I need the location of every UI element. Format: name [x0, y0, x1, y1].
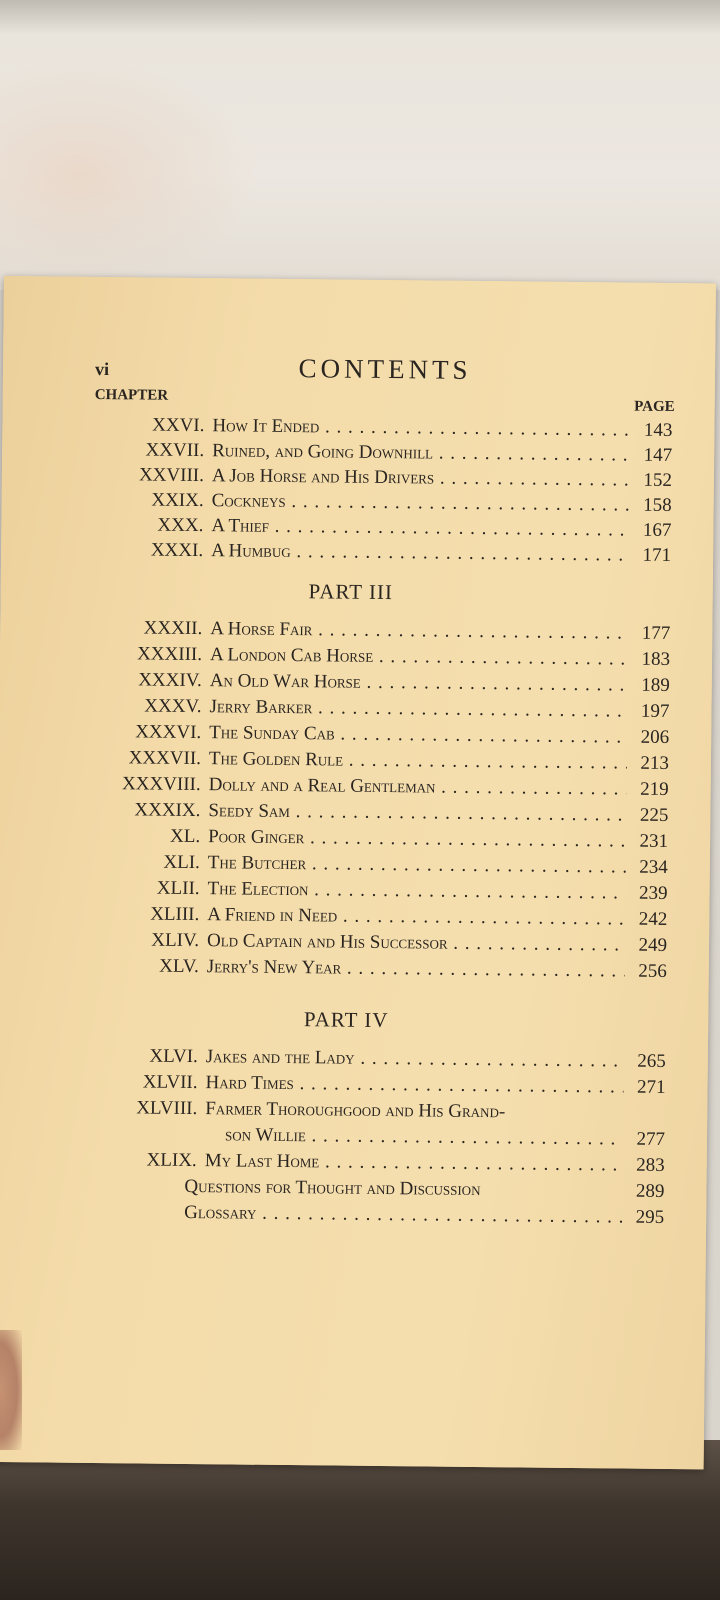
chapter-title-continuation: son Willie . . . — [225, 1122, 623, 1151]
page-number: 231 — [639, 830, 669, 852]
page-number: 249 — [638, 934, 668, 956]
chapter-title: Poor Ginger . . . — [208, 824, 626, 853]
chapter-number: XXXIX. — [134, 799, 201, 822]
chapter-title: How It Ended . . . — [212, 413, 630, 442]
chapter-title: Cockneys . . . — [212, 488, 630, 517]
page-number: 219 — [640, 778, 669, 800]
chapter-number: XLV. — [159, 955, 199, 978]
page-number: 206 — [640, 726, 670, 748]
chapter-title: A London Cab Horse . . . — [210, 642, 628, 671]
chapter-title: A Thief . . . — [211, 513, 629, 542]
page-number: 143 — [643, 419, 673, 442]
chapter-label: CHAPTER — [94, 386, 169, 404]
chapter-title: Ruined, and Going Downhill . . . — [212, 438, 630, 467]
chapter-number: XXXIV. — [138, 669, 202, 692]
chapter-title: A Job Horse and His Drivers . . . — [212, 463, 630, 492]
toc-entry — [31, 536, 671, 568]
chapter-number: XXVIII. — [138, 464, 205, 487]
page-number: 242 — [638, 908, 668, 930]
backmatter-title: Glossary . . . — [184, 1200, 622, 1230]
page-number: 158 — [643, 494, 672, 517]
background-glare — [0, 60, 260, 290]
chapter-title: My Last Home . . . — [205, 1148, 623, 1177]
page-number: 283 — [636, 1154, 665, 1176]
page-number: 171 — [642, 544, 672, 567]
chapter-number: XXXVIII. — [121, 773, 201, 796]
part-heading: PART III — [308, 579, 394, 605]
chapter-title: A Friend in Need . . . — [207, 902, 625, 931]
chapter-number: XLIX. — [146, 1149, 197, 1172]
chapter-number: XLI. — [163, 851, 200, 874]
page-title: CONTENTS — [298, 353, 472, 385]
chapter-number: XXXV. — [144, 695, 202, 718]
chapter-title: Seedy Sam . . . — [208, 798, 626, 827]
chapter-title: A Humbug . . . — [211, 538, 629, 567]
page-number: 277 — [636, 1128, 666, 1150]
page-number: 225 — [639, 804, 669, 826]
chapter-title: Old Captain and His Successor . . . — [207, 928, 625, 957]
page-number: 256 — [638, 960, 667, 982]
book-page — [0, 276, 716, 1469]
chapter-number: XXXVII. — [128, 747, 202, 770]
page-number: 271 — [636, 1076, 666, 1098]
chapter-number: XXX. — [157, 514, 204, 537]
toc-entry — [27, 952, 667, 984]
thumb — [0, 1330, 22, 1450]
page-number: 234 — [639, 856, 668, 878]
chapter-number: XXXIII. — [137, 643, 203, 666]
chapter-title: Hard Times . . . — [205, 1070, 623, 1099]
chapter-number: XXVI. — [152, 414, 205, 437]
chapter-number: XXXVI. — [135, 721, 202, 744]
backmatter-title: Questions for Thought and Discussion — [184, 1175, 481, 1201]
chapter-number: XL. — [169, 825, 201, 848]
chapter-title: Jakes and the Lady . . . — [206, 1044, 624, 1073]
page-number: 295 — [635, 1206, 665, 1228]
chapter-title: Dolly and a Real Gentleman . . . — [209, 772, 627, 801]
page-folio: vi — [94, 358, 110, 380]
page-number: 239 — [638, 882, 668, 904]
chapter-number: XXXII. — [143, 617, 203, 640]
chapter-number: XXVII. — [145, 439, 205, 462]
chapter-number: XLIII. — [150, 903, 200, 926]
page-number: 183 — [641, 648, 671, 670]
chapter-number: XLII. — [156, 877, 200, 900]
chapter-title: Farmer Thoroughgood and His Grand- — [205, 1098, 506, 1123]
part-heading: PART IV — [303, 1007, 389, 1033]
chapter-number: XLVI. — [149, 1045, 198, 1068]
page-label: PAGE — [634, 398, 675, 416]
chapter-title: The Election . . . — [207, 876, 625, 905]
page-number: 197 — [640, 700, 670, 722]
page-number: 167 — [642, 519, 672, 542]
chapter-number: XXXI. — [150, 539, 204, 562]
chapter-number: XLVII. — [142, 1071, 198, 1094]
page-number: 152 — [643, 469, 673, 492]
chapter-title: The Butcher . . . — [208, 850, 626, 879]
chapter-title: A Horse Fair . . . — [210, 616, 628, 645]
page-number: 189 — [641, 674, 670, 696]
page-number: 289 — [635, 1180, 665, 1202]
page-number: 213 — [640, 752, 670, 774]
chapter-number: XLIV. — [151, 929, 200, 952]
page-number: 265 — [637, 1050, 666, 1072]
chapter-number: XLVIII. — [136, 1097, 198, 1120]
page-number: 147 — [643, 444, 673, 467]
toc-entry — [24, 1198, 664, 1230]
chapter-title: The Golden Rule . . . — [209, 746, 627, 775]
chapter-number: XXIX. — [151, 489, 204, 512]
chapter-title: An Old War Horse . . . — [210, 668, 628, 697]
chapter-title: Jerry Barker . . . — [209, 694, 627, 723]
chapter-title: The Sunday Cab . . . — [209, 720, 627, 749]
chapter-title: Jerry's New Year . . . — [207, 954, 625, 983]
page-number: 177 — [641, 622, 671, 644]
contents-page — [0, 276, 716, 1469]
